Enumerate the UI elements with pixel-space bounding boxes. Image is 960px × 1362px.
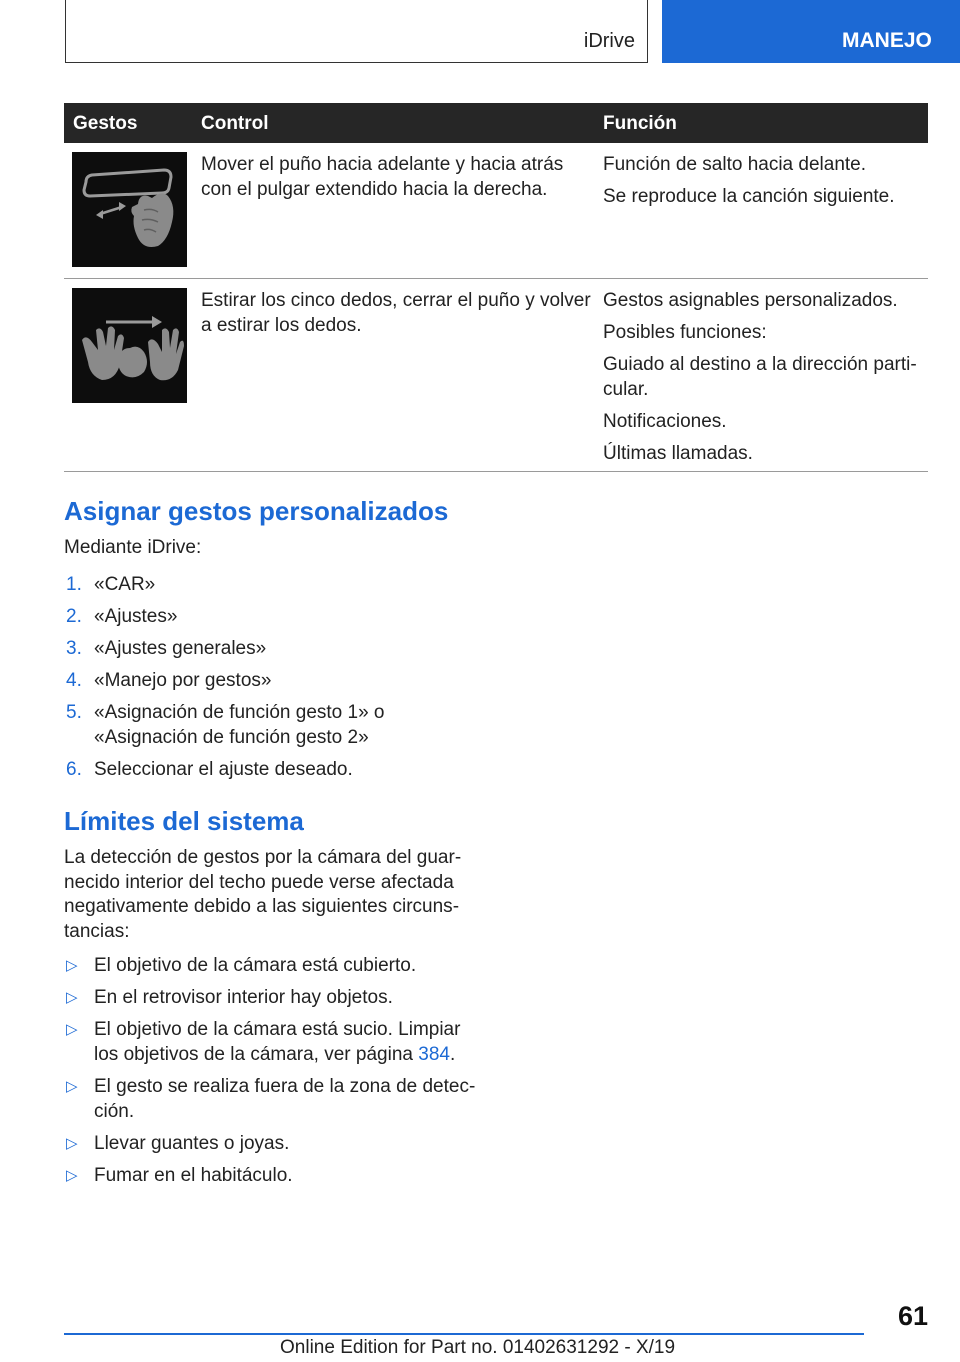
step-number: 3.	[66, 638, 82, 659]
limits-bullet-list	[64, 953, 484, 1195]
page-reference-link[interactable]: 384	[418, 1044, 450, 1065]
page-reference-suffix: .	[449, 1044, 456, 1065]
list-item	[64, 1163, 484, 1188]
step-number: 1.	[66, 574, 82, 595]
bullet-text: El gesto se realiza fuera de la zona de detección.	[94, 1076, 476, 1122]
list-item	[64, 636, 484, 661]
list-item	[64, 1131, 484, 1156]
row-2-functions	[603, 288, 923, 473]
limits-intro: La detección de gestos por la cámara del guarnecido interior del techo puede verse afectada negativamente debido a las siguientes circunstancias:	[64, 847, 462, 942]
triangle-bullet-icon: ▷	[66, 957, 78, 974]
list-item	[64, 953, 484, 978]
list-item	[64, 985, 484, 1010]
table-row	[64, 143, 928, 279]
step-text: «Ajustes»	[94, 606, 178, 627]
row-2-function-line: Guiado al destino a la dirección particular.	[603, 354, 917, 400]
column-header-control: Control	[201, 113, 269, 134]
triangle-bullet-icon: ▷	[66, 989, 78, 1006]
bullet-text: El objetivo de la cámara está sucio. Limpiar los objetivos de la cámara, ver página	[94, 1019, 461, 1065]
step-number: 2.	[66, 606, 82, 627]
list-item	[64, 604, 484, 629]
row-2-control-text: Estirar los cinco dedos, cerrar el puño y volver a estirar los dedos.	[201, 290, 591, 336]
row-2-function-line: Gestos asignables personalizados.	[603, 290, 898, 311]
gesture-table	[64, 103, 928, 472]
row-1-function-line: Función de salto hacia delante.	[603, 154, 867, 175]
assign-heading: Asignar gestos personalizados	[64, 496, 449, 526]
row-2-function-line: Últimas llamadas.	[603, 443, 753, 464]
assign-steps-list	[64, 572, 484, 789]
triangle-bullet-icon: ▷	[66, 1078, 78, 1095]
step-number: 6.	[66, 759, 82, 780]
limits-heading: Límites del sistema	[64, 806, 304, 836]
list-item	[64, 572, 484, 597]
page-number: 61	[897, 1301, 928, 1331]
step-text: «Asignación de función gesto 1» o «Asignación de función gesto 2»	[94, 702, 385, 748]
bullet-text: En el retrovisor interior hay objetos.	[94, 987, 393, 1008]
list-item	[64, 1074, 479, 1124]
table-row	[64, 279, 928, 472]
list-item	[64, 668, 484, 693]
table-header	[64, 103, 928, 143]
step-text: «Ajustes generales»	[94, 638, 267, 659]
bullet-text: El objetivo de la cámara está cubierto.	[94, 955, 417, 976]
step-number: 5.	[66, 702, 82, 723]
header-chapter-label: MANEJO	[842, 29, 932, 52]
column-header-gestures: Gestos	[73, 113, 138, 134]
step-number: 4.	[66, 670, 82, 691]
bullet-text: Fumar en el habitáculo.	[94, 1165, 293, 1186]
header-section-title: iDrive	[583, 30, 635, 52]
list-item	[64, 1017, 469, 1067]
step-text: «CAR»	[94, 574, 156, 595]
step-text: «Manejo por gestos»	[94, 670, 272, 691]
row-1-function-line: Se reproduce la canción siguiente.	[603, 186, 895, 207]
header-section-box	[65, 0, 648, 63]
footer-edition-text: Online Edition for Part no. 01402631292 - X/19	[280, 1337, 676, 1358]
list-item	[64, 757, 484, 782]
triangle-bullet-icon: ▷	[66, 1021, 78, 1038]
column-header-function: Función	[603, 113, 677, 134]
header-chapter-tab	[662, 0, 960, 63]
row-1-control-text: Mover el puño hacia adelante y hacia atrás con el pulgar extendido hacia la derecha.	[201, 154, 564, 200]
footer-divider	[64, 1333, 864, 1335]
row-2-function-line: Posibles funciones:	[603, 322, 767, 343]
assign-intro: Mediante iDrive:	[64, 537, 202, 558]
open-fist-open-hand-icon	[72, 288, 187, 403]
step-text: Seleccionar el ajuste deseado.	[94, 759, 353, 780]
bullet-text: Llevar guantes o joyas.	[94, 1133, 290, 1154]
triangle-bullet-icon: ▷	[66, 1135, 78, 1152]
row-1-functions	[603, 152, 923, 216]
triangle-bullet-icon: ▷	[66, 1167, 78, 1184]
fist-thumb-swipe-icon	[72, 152, 187, 267]
row-2-function-line: Notificaciones.	[603, 411, 727, 432]
list-item	[64, 700, 424, 750]
